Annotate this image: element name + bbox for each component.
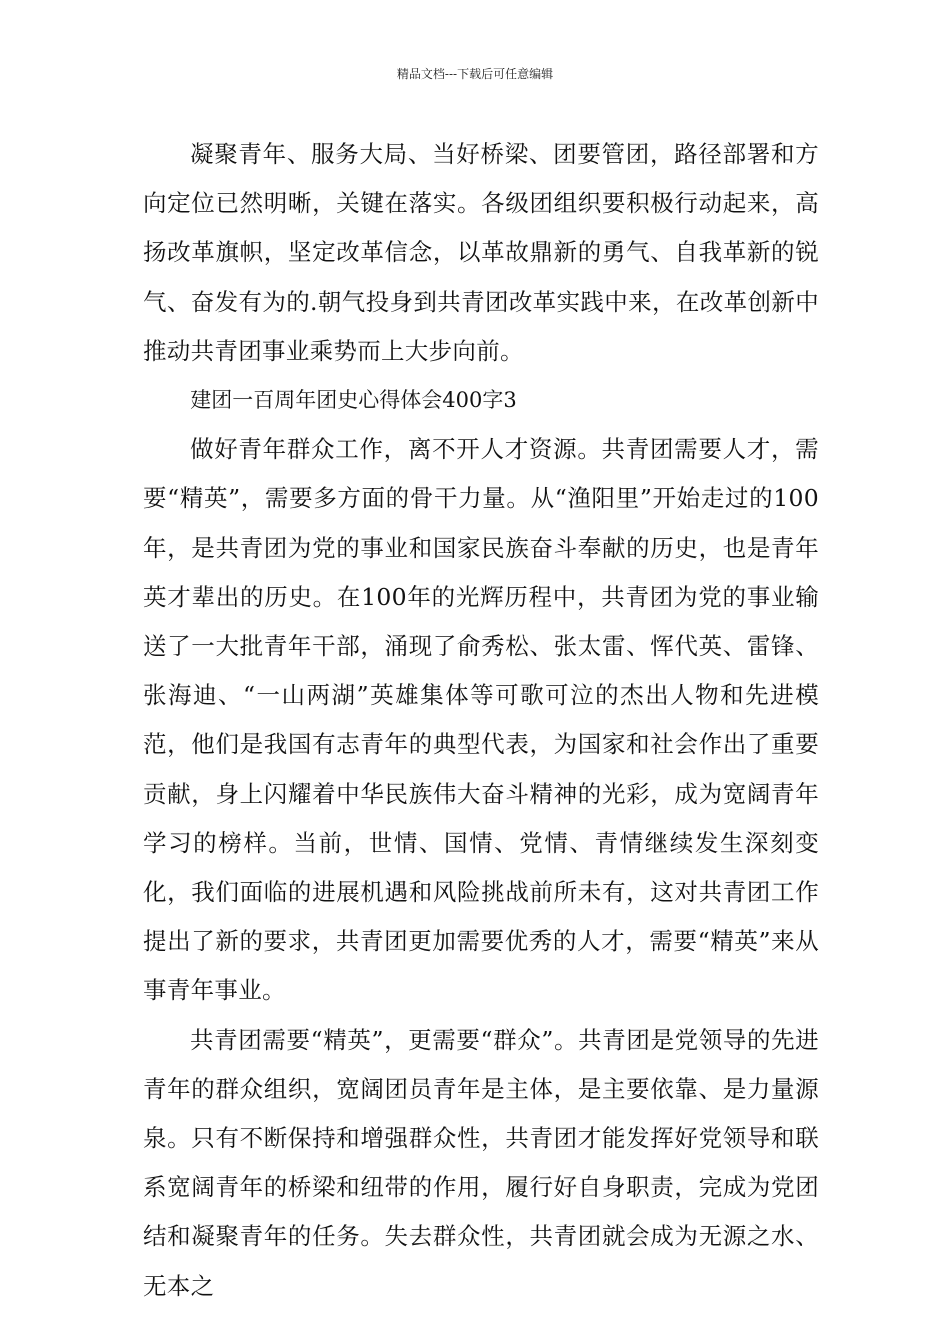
page-header: 精品文档---下载后可任意编辑 bbox=[396, 67, 554, 81]
paragraph-1: 凝聚青年、服务大局、当好桥梁、团要管团，路径部署和方向定位已然明晰，关键在落实。各级团组织要积极行动起来，高扬改革旗帜，坚定改革信念，以革故鼎新的勇气、自我革新的锐气、奋发有为的.朝气投身到共青团改革实践中来，在改革创新中推动共青团事业乘势而上大步向前。 bbox=[143, 140, 819, 365]
paragraph-3: 共青团需要“精英”，更需要“群众”。共青团是党领导的先进青年的群众组织，宽阔团员青年是主体，是主要依靠、是力量源泉。只有不断保持和增强群众性，共青团才能发挥好党领导和联系宽阔青年的桥梁和纽带的作用，履行好自身职责，完成为党团结和凝聚青年的任务。失去群众性，共青团就会成为无源之水、无本之 bbox=[143, 1025, 819, 1300]
paragraph-2: 做好青年群众工作，离不开人才资源。共青团需要人才，需要“精英”，需要多方面的骨干力量。从“渔阳里”开始走过的100年，是共青团为党的事业和国家民族奋斗奉献的历史，也是青年英才辈出的历史。在100年的光辉历程中，共青团为党的事业输送了一大批青年干部，涌现了俞秀松、张太雷、恽代英、雷锋、张海迪、“一山两湖”英雄集体等可歌可泣的杰出人物和先进模范，他们是我国有志青年的典型代表，为国家和社会作出了重要贡献，身上闪耀着中华民族伟大奋斗精神的光彩，成为宽阔青年学习的榜样。当前，世情、国情、党情、青情继续发生深刻变化，我们面临的进展机遇和风险挑战前所未有，这对共青团工作提出了新的要求，共青团更加需要优秀的人才，需要“精英”来从事青年事业。 bbox=[143, 435, 819, 1005]
document-body bbox=[143, 130, 819, 1311]
section-heading: 建团一百周年团史心得体会400字3 bbox=[190, 388, 517, 413]
